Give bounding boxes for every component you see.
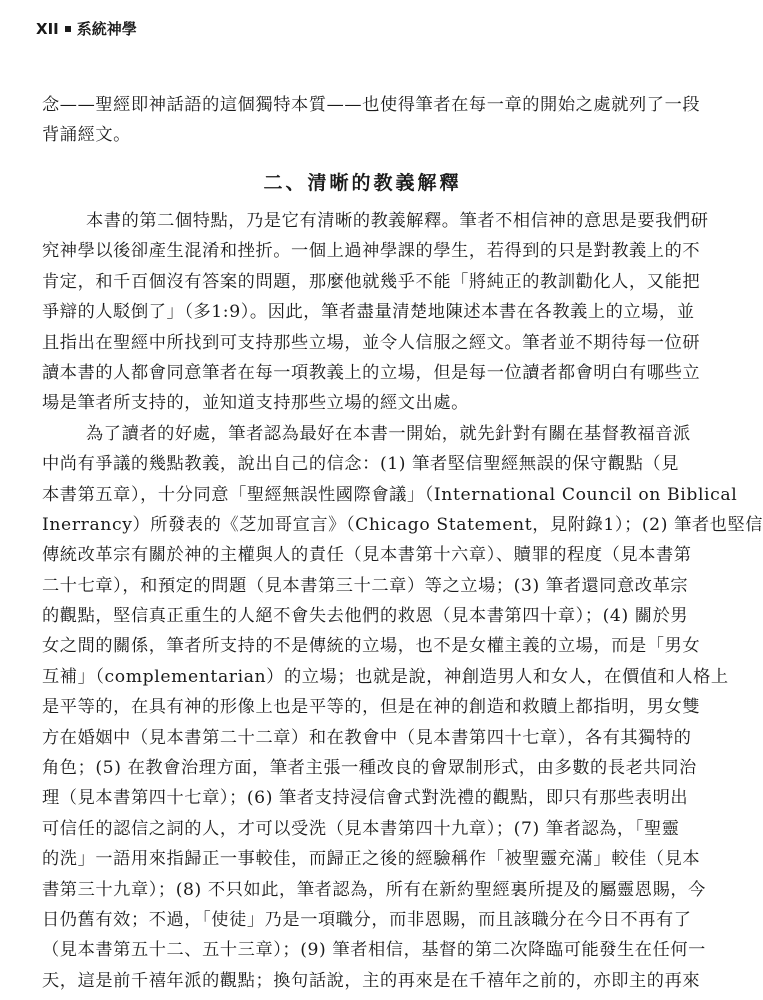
text-line: 為了讀者的好處，筆者認為最好在本書一開始，就先針對有關在基督教福音派 [86,423,691,444]
text-line: 爭辯的人駁倒了」（多1:9）。因此，筆者盡量清楚地陳述本書在各教義上的立場，並 [42,302,695,323]
text-line: 可信任的認信之詞的人，才可以受洗（見本書第四十九章）；(7) 筆者認為，「聖靈 [42,818,680,839]
text-line: 讀本書的人都會同意筆者在每一項教義上的立場，但是每一位讀者都會明白有哪些立 [42,362,701,383]
text-line: Inerrancy）所發表的《芝加哥宣言》（Chicago Statement，見附錄1）；(2) 筆者也堅信 [42,514,763,535]
text-line: （見本書第五十二、五十三章）；(9) 筆者相信，基督的第二次降臨可能發生在任何一 [42,940,706,961]
text-line: 背誦經文。 [42,125,131,146]
text-line: 場是筆者所支持的，並知道支持那些立場的經文出處。 [42,393,469,414]
square-bullet-icon [65,26,71,32]
text-line: 女之間的關係，筆者所支持的不是傳統的立場，也不是女權主義的立場，而是「男女 [42,636,701,657]
text-line: 念——聖經即神話語的這個獨特本質——也使得筆者在每一章的開始之處就列了一段 [42,95,701,115]
paragraph-clear-doctrine [42,206,709,419]
page-number: XII [36,19,59,38]
text-line: 的觀點，堅信真正重生的人絕不會失去他們的救恩（見本書第四十章）；(4) 關於男 [42,606,689,627]
text-line: 互補」（complementarian）的立場；也就是說，神創造男人和女人，在價值和人格上 [42,666,729,687]
intro-paragraph [42,90,701,151]
text-line: 且指出在聖經中所找到可支持那些立場，並令人信服之經文。筆者並不期待每一位研 [42,332,701,353]
section-heading: 二、清晰的教義解釋 [263,172,462,194]
text-line: 傳統改革宗有關於神的主權與人的責任（見本書第十六章）、贖罪的程度（見本書第 [42,545,692,566]
main-body [42,206,763,996]
text-line: 理（見本書第四十七章）；(6) 筆者支持浸信會式對洗禮的觀點，即只有那些表明出 [42,788,689,809]
book-title: 系統神學 [76,20,137,38]
text-line: 肯定，和千百個沒有答案的問題，那麼他就幾乎不能「將純正的教訓勸化人，又能把 [42,271,701,292]
text-line: 中尚有爭議的幾點教義，說出自己的信念：(1) 筆者堅信聖經無誤的保守觀點（見 [42,454,679,475]
text-line: 究神學以後卻產生混淆和挫折。一個上過神學課的學生，若得到的只是對教義上的不 [42,241,701,262]
text-line: 日仍舊有效；不過，「使徒」乃是一項職分，而非恩賜，而且該職分在今日不再有了 [42,909,692,930]
text-line: 二十七章），和預定的問題（見本書第三十二章）等之立場；(3) 筆者還同意改革宗 [42,575,689,596]
text-line: 是平等的，在具有神的形像上也是平等的，但是在神的創造和救贖上都指明，男女雙 [42,697,701,718]
running-header [36,18,137,39]
text-line: 方在婚姻中（見本書第二十二章）和在教會中（見本書第四十七章），各有其獨特的 [42,727,692,748]
text-line: 本書的第二個特點，乃是它有清晰的教義解釋。筆者不相信神的意思是要我們研 [86,211,709,231]
text-line: 天，這是前千禧年派的觀點；換句話說，主的再來是在千禧年之前的，亦即主的再來 [42,970,701,991]
paragraph-author-beliefs [42,419,763,996]
text-line: 角色；(5) 在教會治理方面，筆者主張一種改良的會眾制形式，由多數的長老共同治 [42,758,697,779]
text-line: 的洗」一語用來指歸正一事較佳，而歸正之後的經驗稱作「被聖靈充滿」較佳（見本 [42,849,701,870]
text-line: 書第三十九章）；(8) 不只如此，筆者認為，所有在新約聖經裏所提及的屬靈恩賜，今 [42,879,706,900]
text-line: 本書第五章），十分同意「聖經無誤性國際會議」（International Council on Biblical [42,484,738,505]
